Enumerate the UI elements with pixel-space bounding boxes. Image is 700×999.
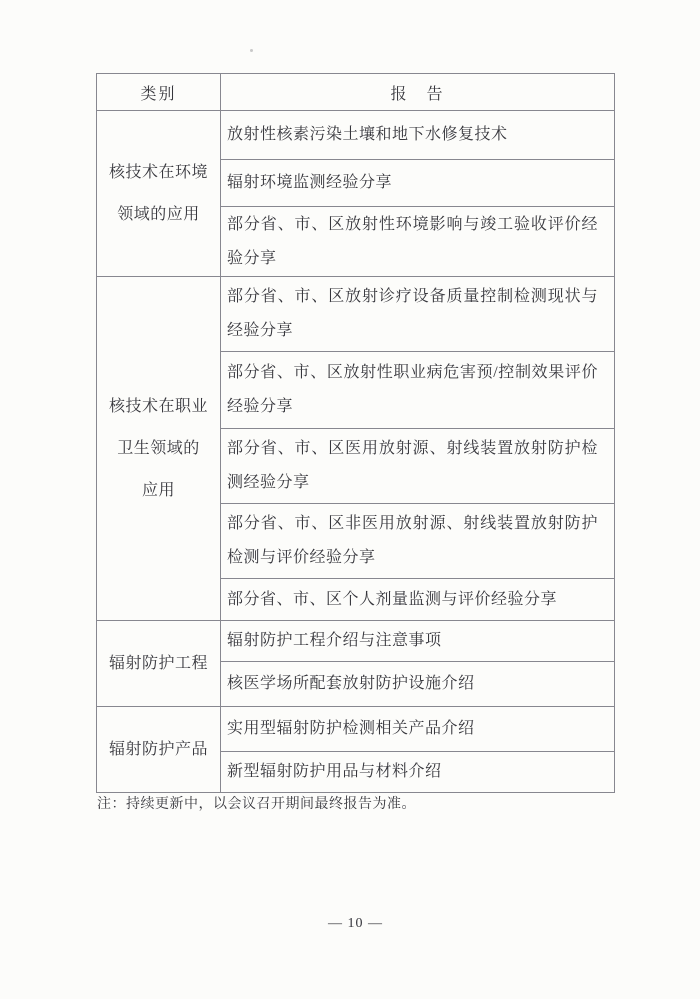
report-cell: 部分省、市、区非医用放射源、射线装置放射防护检测与评价经验分享 bbox=[221, 504, 615, 579]
page-number: — 10 — bbox=[328, 916, 383, 931]
category-cell-occupational-health bbox=[97, 277, 221, 621]
category-text-line: 核技术在职业 bbox=[108, 397, 208, 415]
table-row bbox=[97, 621, 615, 662]
report-cell: 部分省、市、区放射性职业病危害预/控制效果评价经验分享 bbox=[221, 352, 615, 429]
category-text-line: 辐射防护工程 bbox=[108, 654, 208, 672]
report-cell: 实用型辐射防护检测相关产品介绍 bbox=[221, 707, 615, 752]
category-cell-protection-products bbox=[97, 707, 221, 793]
report-cell: 新型辐射防护用品与材料介绍 bbox=[221, 752, 615, 793]
category-text-line: 核技术在环境 bbox=[108, 163, 208, 181]
report-cell: 核医学场所配套放射防护设施介绍 bbox=[221, 662, 615, 707]
category-cell-environment bbox=[97, 111, 221, 277]
footnote: 注：持续更新中，以会议召开期间最终报告为准。 bbox=[97, 797, 416, 812]
report-cell: 放射性核素污染土壤和地下水修复技术 bbox=[221, 111, 615, 160]
report-cell: 部分省、市、区医用放射源、射线装置放射防护检测经验分享 bbox=[221, 429, 615, 504]
table-row bbox=[97, 111, 615, 160]
category-cell-protection-engineering bbox=[97, 621, 221, 707]
category-text-line: 应用 bbox=[141, 481, 175, 499]
report-cell: 部分省、市、区放射性环境影响与竣工验收评价经验分享 bbox=[221, 207, 615, 277]
category-text-line: 辐射防护产品 bbox=[108, 740, 208, 758]
category-text-line: 卫生领域的 bbox=[117, 439, 200, 457]
report-cell: 辐射防护工程介绍与注意事项 bbox=[221, 621, 615, 662]
category-text-line: 领域的应用 bbox=[117, 205, 200, 223]
report-cell: 辐射环境监测经验分享 bbox=[221, 160, 615, 207]
scan-noise-speck bbox=[250, 49, 253, 52]
table-row bbox=[97, 277, 615, 352]
column-header-report: 报 告 bbox=[221, 74, 615, 111]
column-header-category: 类别 bbox=[97, 74, 221, 111]
report-cell: 部分省、市、区个人剂量监测与评价经验分享 bbox=[221, 579, 615, 621]
table-header-row bbox=[97, 74, 615, 111]
report-cell: 部分省、市、区放射诊疗设备质量控制检测现状与经验分享 bbox=[221, 277, 615, 352]
report-table bbox=[96, 73, 615, 793]
table-row bbox=[97, 707, 615, 752]
